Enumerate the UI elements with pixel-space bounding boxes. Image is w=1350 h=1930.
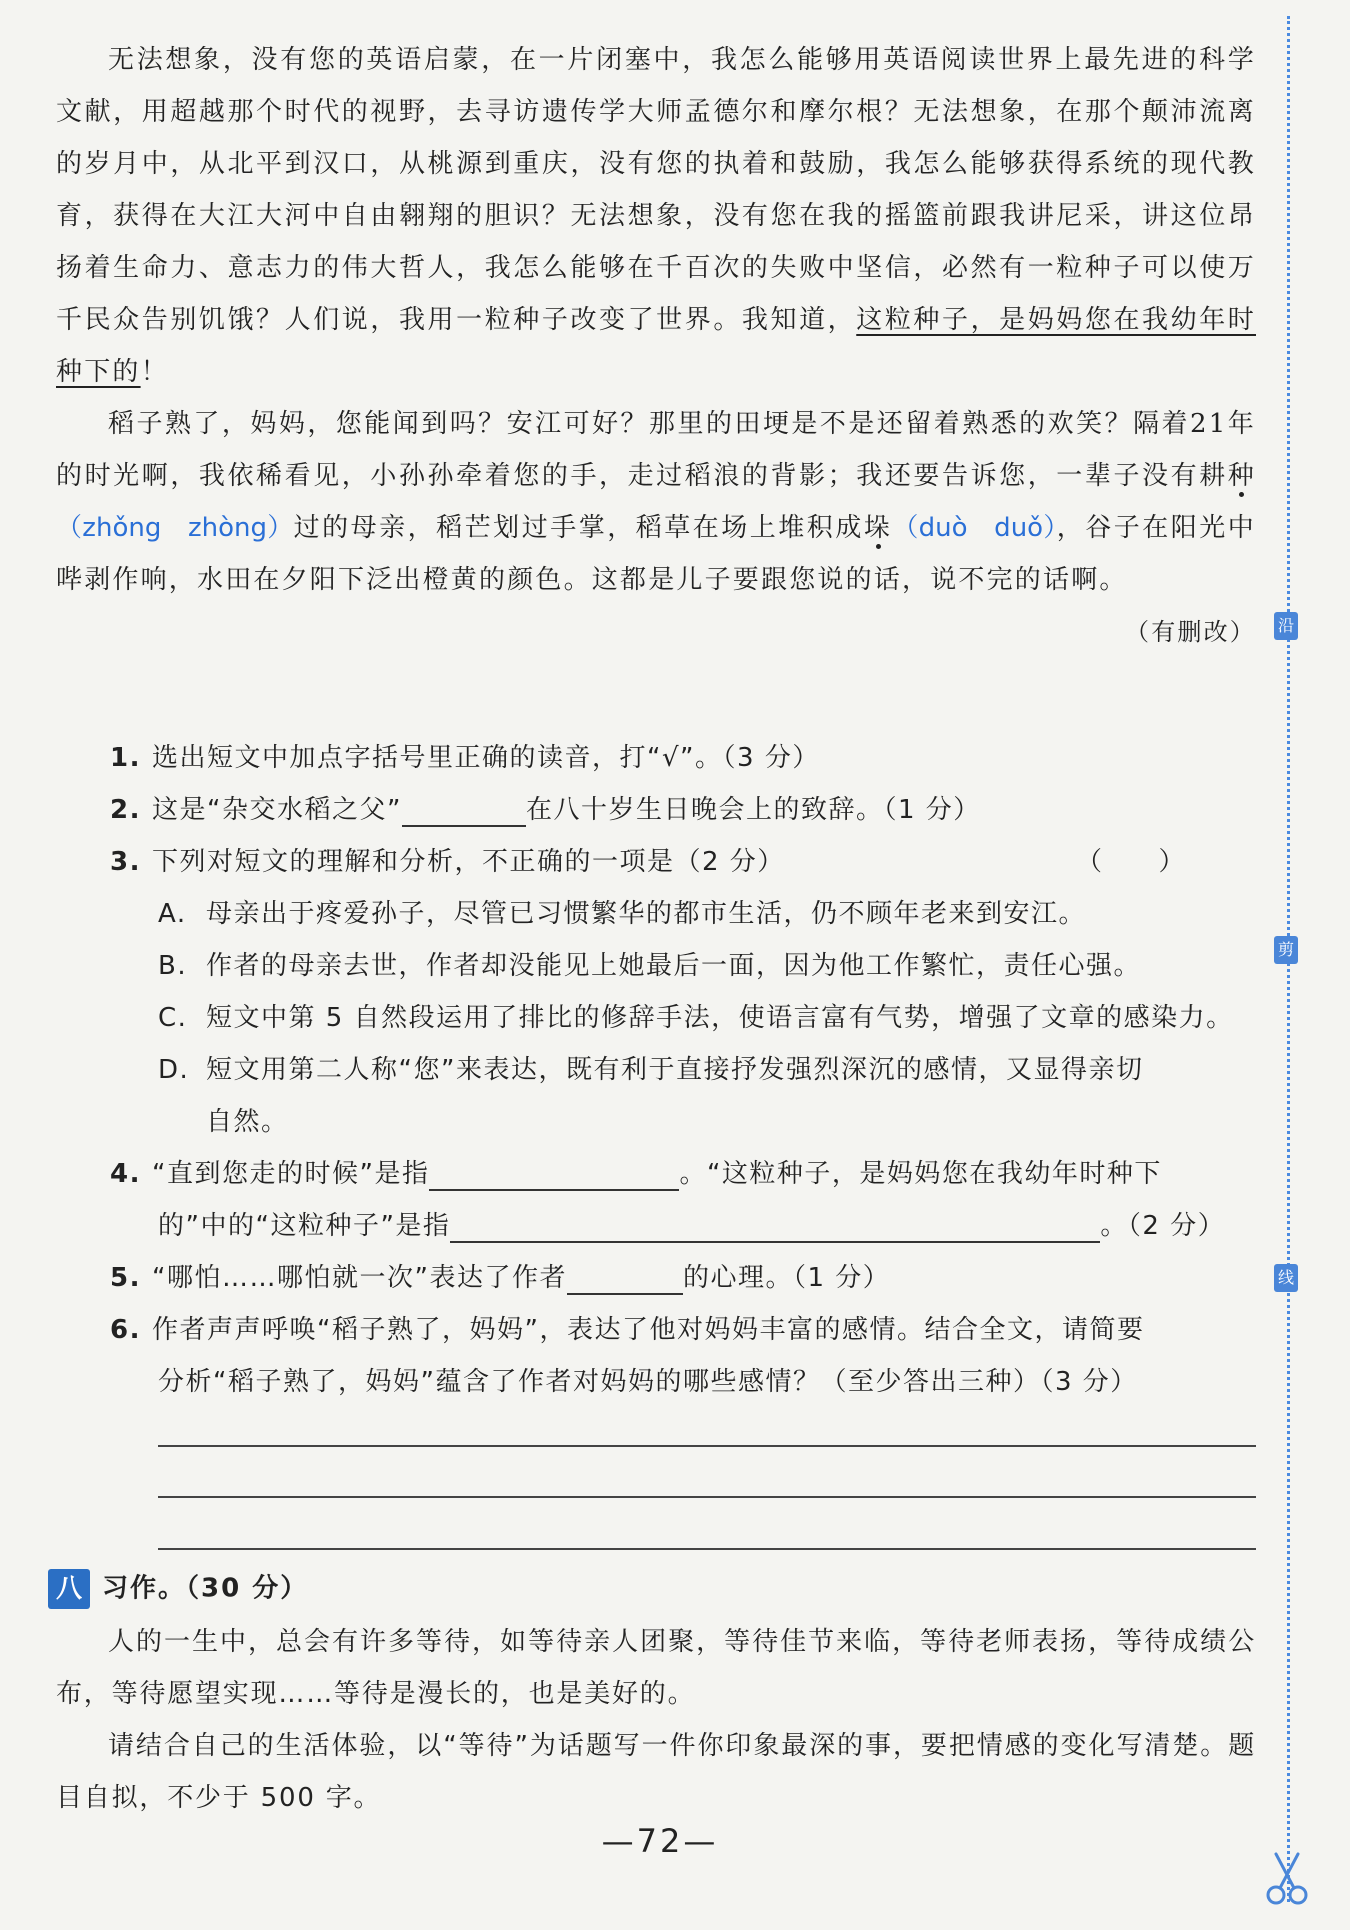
section-badge: 八: [48, 1569, 90, 1609]
cut-label-2: 剪: [1274, 936, 1298, 964]
passage: [56, 34, 1256, 658]
section-8-heading: [48, 1566, 308, 1610]
essay-paragraph-1: 人的一生中，总会有许多等待，如等待亲人团聚，等待佳节来临，等待老师表扬，等待成绩公布，等待愿望实现……等待是漫长的，也是美好的。: [56, 1627, 1256, 1709]
essay-paragraph-2: 请结合自己的生活体验，以“等待”为话题写一件你印象最深的事，要把情感的变化写清楚。题目自拟，不少于 500 字。: [56, 1731, 1256, 1813]
pinyin-options-1[interactable]: （zhǒng zhòng）: [56, 513, 294, 543]
dotted-char-zhong: 种: [1227, 461, 1256, 491]
scissors-icon: [1262, 1852, 1312, 1906]
option-d[interactable]: D. 短文用第二人称“您”来表达，既有利于直接抒发强烈深沉的感情，又显得亲切 自然。: [158, 1055, 1144, 1137]
question-3: 3. 下列对短文的理解和分析，不正确的一项是（2 分） （ ） A. 母亲出于疼爱孙子，尽管已习惯繁华的都市生活，仍不顾年老来到安江。 B. 作者的母亲去世，作者却没能见上她最后一面，因为他工作繁忙，责任心强。 C. 短文中第 5 自然段运用了排比的修辞手法，使语言富有气势，增强了文章的感染力。 D. 短文用第二人称“您”来表达，既有利于直接抒发强烈深沉的感情，又显得亲切 自然。: [110, 836, 1260, 1148]
question-1: 1. 选出短文中加点字括号里正确的读音，打“√”。（3 分）: [110, 743, 820, 773]
answer-blank-q4b[interactable]: [450, 1211, 1100, 1243]
answer-line-2[interactable]: [158, 1496, 1256, 1498]
answer-line-3[interactable]: [158, 1548, 1256, 1550]
dotted-char-duo: 垛: [863, 513, 893, 543]
answer-line-1[interactable]: [158, 1445, 1256, 1447]
underlined-sentence: 这粒种子，是妈妈您在我幼年时种下的: [56, 305, 1256, 387]
cut-label-1: 沿: [1274, 612, 1298, 640]
pinyin-options-2[interactable]: （duò duǒ）: [892, 513, 1057, 543]
question-6: 6. 作者声声呼唤“稻子熟了，妈妈”，表达了他对妈妈丰富的感情。结合全文，请简要 分析“稻子熟了，妈妈”蕴含了作者对妈妈的哪些感情？（至少答出三种）（3 分）: [110, 1315, 1145, 1397]
option-b[interactable]: B. 作者的母亲去世，作者却没能见上她最后一面，因为他工作繁忙，责任心强。: [158, 951, 1142, 981]
source-note: （有删改）: [1125, 618, 1256, 646]
essay-prompt: [56, 1616, 1256, 1824]
passage-paragraph-1: 无法想象，没有您的英语启蒙，在一片闭塞中，我怎么能够用英语阅读世界上最先进的科学文献，用超越那个时代的视野，去寻访遗传学大师孟德尔和摩尔根？无法想象，在那个颠沛流离的岁月中，从北平到汉口，从桃源到重庆，没有您的执着和鼓励，我怎么能够获得系统的现代教育，获得在大江大河中自由翱翔的胆识？无法想象，没有您在我的摇篮前跟我讲尼采，讲这位昂扬着生命力、意志力的伟大哲人，我怎么能够在千百次的失败中坚信，必然有一粒种子可以使万千民众告别饥饿？人们说，我用一粒种子改变了世界。我知道，这粒种子，是妈妈您在我幼年时种下的！: [56, 45, 1256, 387]
cut-label-3: 线: [1274, 1264, 1298, 1292]
answer-blank-q2[interactable]: [402, 795, 526, 827]
page-number: —72—: [601, 1822, 719, 1860]
section-title: 习作。（30 分）: [102, 1573, 309, 1604]
question-2: 2. 这是“杂交水稻之父” 在八十岁生日晚会上的致辞。（1 分）: [110, 795, 981, 825]
answer-blank-q4a[interactable]: [429, 1159, 679, 1191]
option-a[interactable]: A. 母亲出于疼爱孙子，尽管已习惯繁华的都市生活，仍不顾年老来到安江。: [158, 899, 1087, 929]
option-c[interactable]: C. 短文中第 5 自然段运用了排比的修辞手法，使语言富有气势，增强了文章的感染力。: [158, 1003, 1234, 1033]
answer-paren-q3[interactable]: （ ）: [1075, 847, 1186, 877]
question-4: 4. “直到您走的时候”是指 。“这粒种子，是妈妈您在我幼年时种下 的”中的“这粒种子”是指 。（2 分）: [110, 1159, 1226, 1241]
answer-blank-q5[interactable]: [567, 1263, 683, 1295]
question-5: 5. “哪怕……哪怕就一次”表达了作者 的心理。（1 分）: [110, 1263, 891, 1293]
passage-paragraph-2: 稻子熟了，妈妈，您能闻到吗？安江可好？那里的田埂是不是还留着熟悉的欢笑？隔着21年的时光啊，我依稀看见，小孙孙牵着您的手，走过稻浪的背影；我还要告诉您，一辈子没有耕种（zhǒng zhòng）过的母亲，稻芒划过手掌，稻草在场上堆积成垛（duò duǒ），谷子在阳光中哔剥作响，水田在夕阳下泛出橙黄的颜色。这都是儿子要跟您说的话，说不完的话啊。: [56, 409, 1256, 595]
